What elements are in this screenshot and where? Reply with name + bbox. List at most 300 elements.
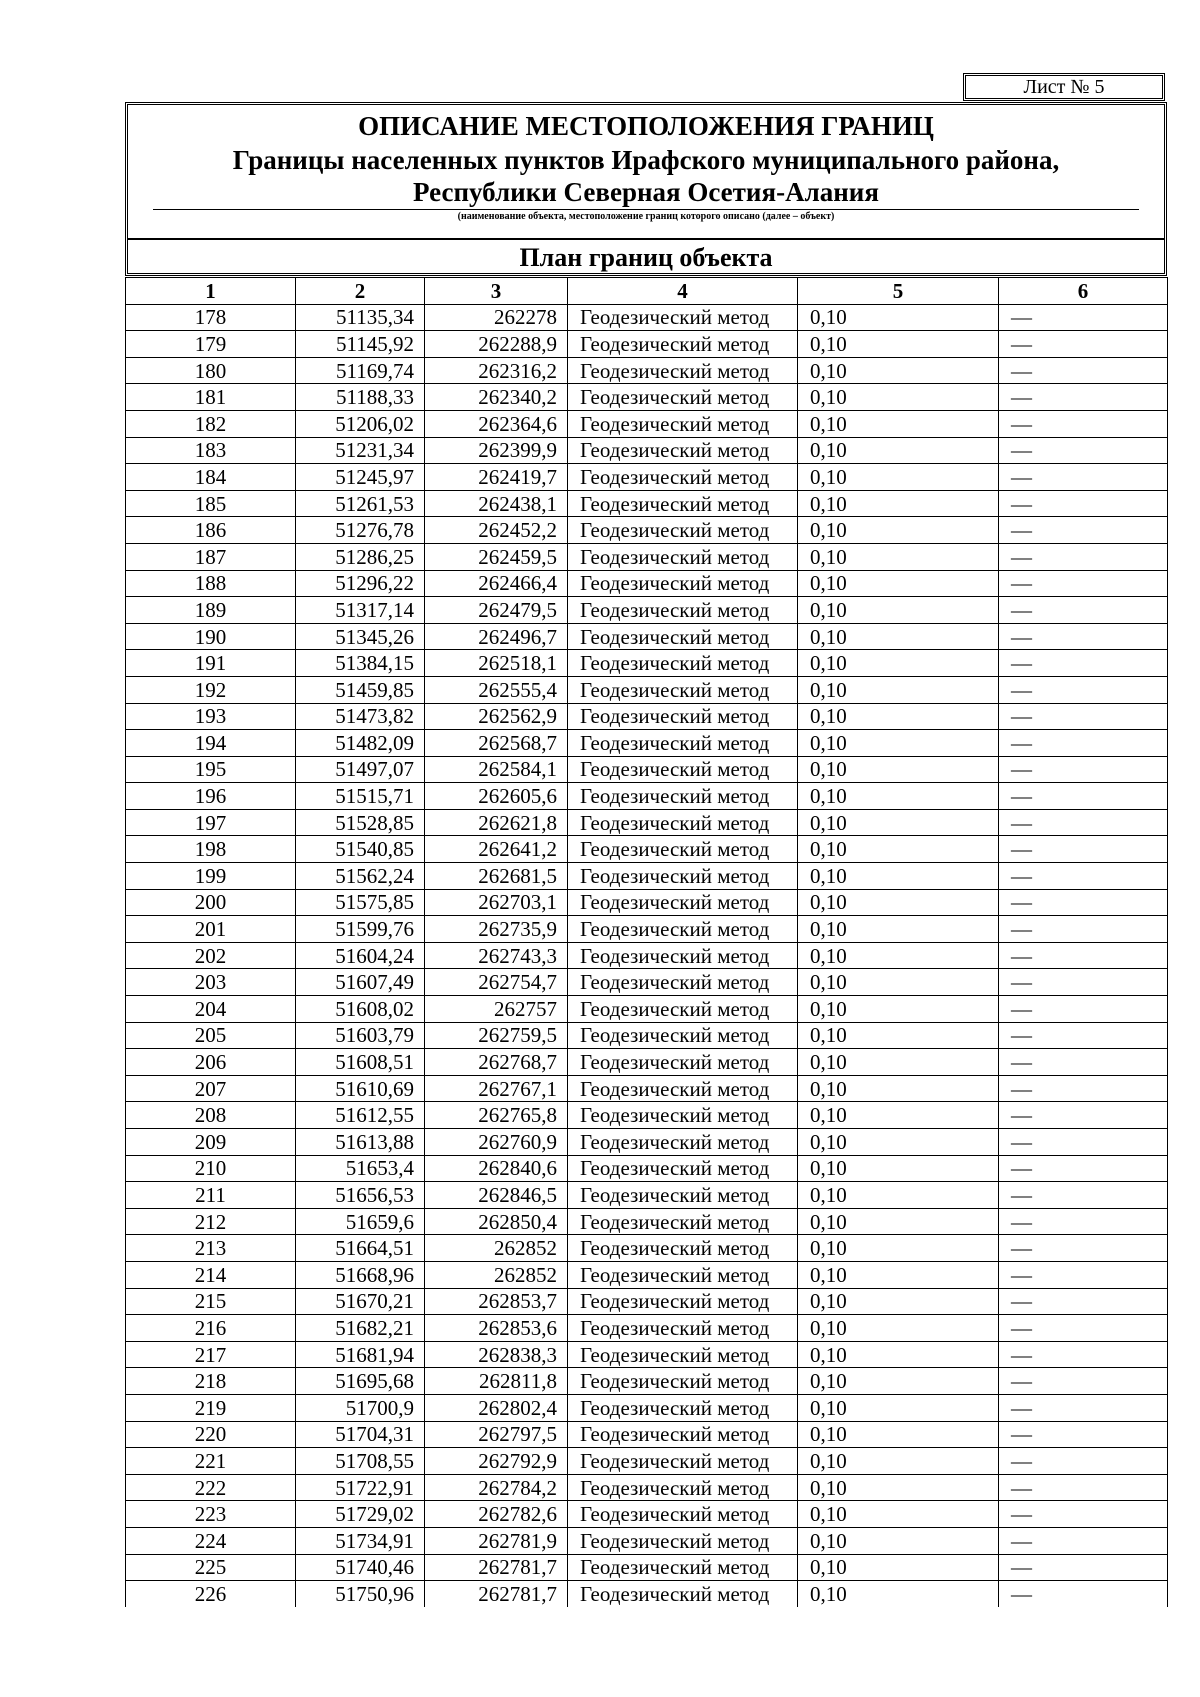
accuracy-cell: 0,10 — [798, 1581, 999, 1607]
y-coordinate-cell: 262802,4 — [425, 1394, 568, 1421]
point-number-cell: 193 — [126, 703, 296, 730]
point-number-cell: 220 — [126, 1421, 296, 1448]
table-row — [126, 1288, 1168, 1315]
point-number-cell: 221 — [126, 1448, 296, 1475]
method-cell: Геодезический метод — [568, 1527, 798, 1554]
accuracy-cell: 0,10 — [798, 730, 999, 757]
point-number-cell: 226 — [126, 1581, 296, 1607]
x-coordinate-cell: 51708,55 — [296, 1448, 425, 1475]
y-coordinate-cell: 262438,1 — [425, 490, 568, 517]
table-row — [126, 969, 1168, 996]
method-cell: Геодезический метод — [568, 1075, 798, 1102]
method-cell: Геодезический метод — [568, 650, 798, 677]
point-number-cell: 218 — [126, 1368, 296, 1395]
point-number-cell: 208 — [126, 1102, 296, 1129]
method-cell: Геодезический метод — [568, 1368, 798, 1395]
x-coordinate-cell: 51384,15 — [296, 650, 425, 677]
x-coordinate-cell: 51482,09 — [296, 730, 425, 757]
x-coordinate-cell: 51670,21 — [296, 1288, 425, 1315]
y-coordinate-cell: 262765,8 — [425, 1102, 568, 1129]
x-coordinate-cell: 51608,02 — [296, 996, 425, 1023]
x-coordinate-cell: 51740,46 — [296, 1554, 425, 1581]
method-cell: Геодезический метод — [568, 809, 798, 836]
method-cell: Геодезический метод — [568, 1554, 798, 1581]
y-coordinate-cell: 262757 — [425, 996, 568, 1023]
table-row — [126, 889, 1168, 916]
table-row — [126, 437, 1168, 464]
description-cell: — — [999, 809, 1168, 836]
x-coordinate-cell: 51668,96 — [296, 1261, 425, 1288]
accuracy-cell: 0,10 — [798, 1102, 999, 1129]
description-cell: — — [999, 916, 1168, 943]
point-number-cell: 203 — [126, 969, 296, 996]
y-coordinate-cell: 262759,5 — [425, 1022, 568, 1049]
method-cell: Геодезический метод — [568, 623, 798, 650]
description-cell: — — [999, 1022, 1168, 1049]
point-number-cell: 219 — [126, 1394, 296, 1421]
accuracy-cell: 0,10 — [798, 623, 999, 650]
y-coordinate-cell: 262811,8 — [425, 1368, 568, 1395]
y-coordinate-cell: 262852 — [425, 1235, 568, 1262]
method-cell: Геодезический метод — [568, 1448, 798, 1475]
table-row — [126, 1394, 1168, 1421]
accuracy-cell: 0,10 — [798, 410, 999, 437]
accuracy-cell: 0,10 — [798, 676, 999, 703]
x-coordinate-cell: 51722,91 — [296, 1474, 425, 1501]
y-coordinate-cell: 262703,1 — [425, 889, 568, 916]
sheet-number-box — [963, 73, 1165, 101]
accuracy-cell: 0,10 — [798, 543, 999, 570]
method-cell: Геодезический метод — [568, 517, 798, 544]
method-cell: Геодезический метод — [568, 1421, 798, 1448]
x-coordinate-cell: 51575,85 — [296, 889, 425, 916]
method-cell: Геодезический метод — [568, 384, 798, 411]
point-number-cell: 224 — [126, 1527, 296, 1554]
column-header: 4 — [568, 278, 798, 305]
table-row — [126, 1022, 1168, 1049]
accuracy-cell: 0,10 — [798, 1341, 999, 1368]
method-cell: Геодезический метод — [568, 1182, 798, 1209]
document-title: ОПИСАНИЕ МЕСТОПОЛОЖЕНИЯ ГРАНИЦ — [358, 111, 934, 141]
table-row — [126, 1235, 1168, 1262]
x-coordinate-cell: 51459,85 — [296, 676, 425, 703]
description-cell: — — [999, 1129, 1168, 1156]
accuracy-cell: 0,10 — [798, 331, 999, 358]
document-subtitle-line2: Республики Северная Осетия-Алания — [413, 177, 879, 207]
table-row — [126, 836, 1168, 863]
accuracy-cell: 0,10 — [798, 1155, 999, 1182]
method-cell: Геодезический метод — [568, 1022, 798, 1049]
method-cell: Геодезический метод — [568, 1581, 798, 1607]
point-number-cell: 207 — [126, 1075, 296, 1102]
description-cell: — — [999, 1235, 1168, 1262]
table-row — [126, 730, 1168, 757]
accuracy-cell: 0,10 — [798, 1235, 999, 1262]
method-cell: Геодезический метод — [568, 410, 798, 437]
table-row — [126, 490, 1168, 517]
description-cell: — — [999, 1049, 1168, 1076]
description-cell: — — [999, 1261, 1168, 1288]
y-coordinate-cell: 262784,2 — [425, 1474, 568, 1501]
method-cell: Геодезический метод — [568, 703, 798, 730]
point-number-cell: 191 — [126, 650, 296, 677]
accuracy-cell: 0,10 — [798, 836, 999, 863]
x-coordinate-cell: 51610,69 — [296, 1075, 425, 1102]
point-number-cell: 195 — [126, 756, 296, 783]
description-cell: — — [999, 730, 1168, 757]
x-coordinate-cell: 51607,49 — [296, 969, 425, 996]
x-coordinate-cell: 51206,02 — [296, 410, 425, 437]
x-coordinate-cell: 51599,76 — [296, 916, 425, 943]
method-cell: Геодезический метод — [568, 1394, 798, 1421]
accuracy-cell: 0,10 — [798, 1448, 999, 1475]
accuracy-cell: 0,10 — [798, 597, 999, 624]
accuracy-cell: 0,10 — [798, 437, 999, 464]
x-coordinate-cell: 51188,33 — [296, 384, 425, 411]
x-coordinate-cell: 51497,07 — [296, 756, 425, 783]
y-coordinate-cell: 262735,9 — [425, 916, 568, 943]
point-number-cell: 188 — [126, 570, 296, 597]
method-cell: Геодезический метод — [568, 570, 798, 597]
accuracy-cell: 0,10 — [798, 1474, 999, 1501]
sheet-number-label: Лист № 5 — [1023, 75, 1105, 98]
x-coordinate-cell: 51276,78 — [296, 517, 425, 544]
method-cell: Геодезический метод — [568, 1102, 798, 1129]
table-row — [126, 809, 1168, 836]
method-cell: Геодезический метод — [568, 464, 798, 491]
y-coordinate-cell: 262419,7 — [425, 464, 568, 491]
point-number-cell: 178 — [126, 304, 296, 331]
description-cell: — — [999, 1501, 1168, 1528]
y-coordinate-cell: 262781,7 — [425, 1554, 568, 1581]
point-number-cell: 201 — [126, 916, 296, 943]
table-row — [126, 996, 1168, 1023]
y-coordinate-cell: 262555,4 — [425, 676, 568, 703]
accuracy-cell: 0,10 — [798, 464, 999, 491]
y-coordinate-cell: 262838,3 — [425, 1341, 568, 1368]
point-number-cell: 198 — [126, 836, 296, 863]
y-coordinate-cell: 262364,6 — [425, 410, 568, 437]
y-coordinate-cell: 262840,6 — [425, 1155, 568, 1182]
table-row — [126, 410, 1168, 437]
description-cell: — — [999, 517, 1168, 544]
x-coordinate-cell: 51682,21 — [296, 1315, 425, 1342]
x-coordinate-cell: 51704,31 — [296, 1421, 425, 1448]
description-cell: — — [999, 1182, 1168, 1209]
x-coordinate-cell: 51286,25 — [296, 543, 425, 570]
table-row — [126, 464, 1168, 491]
method-cell: Геодезический метод — [568, 676, 798, 703]
header-divider — [128, 238, 1164, 240]
method-cell: Геодезический метод — [568, 1474, 798, 1501]
x-coordinate-cell: 51317,14 — [296, 597, 425, 624]
table-row — [126, 1501, 1168, 1528]
boundary-points-table — [125, 277, 1168, 1607]
description-cell: — — [999, 703, 1168, 730]
method-cell: Геодезический метод — [568, 969, 798, 996]
column-header: 2 — [296, 278, 425, 305]
method-cell: Геодезический метод — [568, 1501, 798, 1528]
table-row — [126, 331, 1168, 358]
accuracy-cell: 0,10 — [798, 969, 999, 996]
description-cell: — — [999, 996, 1168, 1023]
method-cell: Геодезический метод — [568, 730, 798, 757]
x-coordinate-cell: 51231,34 — [296, 437, 425, 464]
point-number-cell: 213 — [126, 1235, 296, 1262]
point-number-cell: 182 — [126, 410, 296, 437]
accuracy-cell: 0,10 — [798, 1208, 999, 1235]
y-coordinate-cell: 262846,5 — [425, 1182, 568, 1209]
table-row — [126, 597, 1168, 624]
y-coordinate-cell: 262452,2 — [425, 517, 568, 544]
accuracy-cell: 0,10 — [798, 942, 999, 969]
point-number-cell: 179 — [126, 331, 296, 358]
description-cell: — — [999, 357, 1168, 384]
accuracy-cell: 0,10 — [798, 1182, 999, 1209]
description-cell: — — [999, 1102, 1168, 1129]
point-number-cell: 212 — [126, 1208, 296, 1235]
table-row — [126, 1182, 1168, 1209]
y-coordinate-cell: 262853,7 — [425, 1288, 568, 1315]
accuracy-cell: 0,10 — [798, 1049, 999, 1076]
description-cell: — — [999, 1394, 1168, 1421]
accuracy-cell: 0,10 — [798, 1288, 999, 1315]
description-cell: — — [999, 1527, 1168, 1554]
y-coordinate-cell: 262782,6 — [425, 1501, 568, 1528]
point-number-cell: 209 — [126, 1129, 296, 1156]
method-cell: Геодезический метод — [568, 916, 798, 943]
description-cell: — — [999, 942, 1168, 969]
column-header: 1 — [126, 278, 296, 305]
table-row — [126, 1421, 1168, 1448]
x-coordinate-cell: 51515,71 — [296, 783, 425, 810]
section-title: План границ объекта — [519, 243, 773, 272]
point-number-cell: 189 — [126, 597, 296, 624]
table-row — [126, 357, 1168, 384]
description-cell: — — [999, 1368, 1168, 1395]
accuracy-cell: 0,10 — [798, 1261, 999, 1288]
y-coordinate-cell: 262288,9 — [425, 331, 568, 358]
subtitle-underline — [153, 209, 1139, 210]
y-coordinate-cell: 262852 — [425, 1261, 568, 1288]
accuracy-cell: 0,10 — [798, 1022, 999, 1049]
x-coordinate-cell: 51562,24 — [296, 863, 425, 890]
description-cell: — — [999, 889, 1168, 916]
point-number-cell: 214 — [126, 1261, 296, 1288]
point-number-cell: 211 — [126, 1182, 296, 1209]
accuracy-cell: 0,10 — [798, 1368, 999, 1395]
x-coordinate-cell: 51681,94 — [296, 1341, 425, 1368]
point-number-cell: 194 — [126, 730, 296, 757]
method-cell: Геодезический метод — [568, 1208, 798, 1235]
description-cell: — — [999, 490, 1168, 517]
y-coordinate-cell: 262621,8 — [425, 809, 568, 836]
table-row — [126, 1049, 1168, 1076]
description-cell: — — [999, 1581, 1168, 1607]
table-row — [126, 384, 1168, 411]
description-cell: — — [999, 650, 1168, 677]
point-number-cell: 216 — [126, 1315, 296, 1342]
y-coordinate-cell: 262399,9 — [425, 437, 568, 464]
description-cell: — — [999, 1208, 1168, 1235]
x-coordinate-cell: 51695,68 — [296, 1368, 425, 1395]
x-coordinate-cell: 51169,74 — [296, 357, 425, 384]
x-coordinate-cell: 51603,79 — [296, 1022, 425, 1049]
point-number-cell: 196 — [126, 783, 296, 810]
y-coordinate-cell: 262853,6 — [425, 1315, 568, 1342]
y-coordinate-cell: 262605,6 — [425, 783, 568, 810]
point-number-cell: 181 — [126, 384, 296, 411]
method-cell: Геодезический метод — [568, 304, 798, 331]
point-number-cell: 205 — [126, 1022, 296, 1049]
point-number-cell: 184 — [126, 464, 296, 491]
y-coordinate-cell: 262584,1 — [425, 756, 568, 783]
x-coordinate-cell: 51700,9 — [296, 1394, 425, 1421]
accuracy-cell: 0,10 — [798, 650, 999, 677]
x-coordinate-cell: 51750,96 — [296, 1581, 425, 1607]
accuracy-cell: 0,10 — [798, 490, 999, 517]
point-number-cell: 192 — [126, 676, 296, 703]
y-coordinate-cell: 262568,7 — [425, 730, 568, 757]
description-cell: — — [999, 384, 1168, 411]
accuracy-cell: 0,10 — [798, 517, 999, 544]
y-coordinate-cell: 262562,9 — [425, 703, 568, 730]
table-row — [126, 942, 1168, 969]
point-number-cell: 197 — [126, 809, 296, 836]
y-coordinate-cell: 262479,5 — [425, 597, 568, 624]
table-row — [126, 570, 1168, 597]
accuracy-cell: 0,10 — [798, 889, 999, 916]
x-coordinate-cell: 51729,02 — [296, 1501, 425, 1528]
description-cell: — — [999, 1554, 1168, 1581]
description-cell: — — [999, 863, 1168, 890]
x-coordinate-cell: 51612,55 — [296, 1102, 425, 1129]
x-coordinate-cell: 51653,4 — [296, 1155, 425, 1182]
point-number-cell: 200 — [126, 889, 296, 916]
accuracy-cell: 0,10 — [798, 756, 999, 783]
x-coordinate-cell: 51734,91 — [296, 1527, 425, 1554]
accuracy-cell: 0,10 — [798, 916, 999, 943]
point-number-cell: 222 — [126, 1474, 296, 1501]
accuracy-cell: 0,10 — [798, 783, 999, 810]
table-row — [126, 916, 1168, 943]
point-number-cell: 210 — [126, 1155, 296, 1182]
accuracy-cell: 0,10 — [798, 384, 999, 411]
table-row — [126, 1075, 1168, 1102]
accuracy-cell: 0,10 — [798, 1394, 999, 1421]
description-cell: — — [999, 623, 1168, 650]
method-cell: Геодезический метод — [568, 437, 798, 464]
description-cell: — — [999, 783, 1168, 810]
description-cell: — — [999, 1341, 1168, 1368]
y-coordinate-cell: 262767,1 — [425, 1075, 568, 1102]
description-cell: — — [999, 969, 1168, 996]
description-cell: — — [999, 304, 1168, 331]
method-cell: Геодезический метод — [568, 1288, 798, 1315]
table-row — [126, 863, 1168, 890]
method-cell: Геодезический метод — [568, 836, 798, 863]
table-row — [126, 1208, 1168, 1235]
y-coordinate-cell: 262760,9 — [425, 1129, 568, 1156]
y-coordinate-cell: 262781,7 — [425, 1581, 568, 1607]
description-cell: — — [999, 410, 1168, 437]
column-header: 3 — [425, 278, 568, 305]
table-row — [126, 1261, 1168, 1288]
accuracy-cell: 0,10 — [798, 863, 999, 890]
table-row — [126, 1448, 1168, 1475]
x-coordinate-cell: 51528,85 — [296, 809, 425, 836]
column-header: 5 — [798, 278, 999, 305]
y-coordinate-cell: 262641,2 — [425, 836, 568, 863]
method-cell: Геодезический метод — [568, 1315, 798, 1342]
table-row — [126, 304, 1168, 331]
y-coordinate-cell: 262792,9 — [425, 1448, 568, 1475]
description-cell: — — [999, 756, 1168, 783]
accuracy-cell: 0,10 — [798, 570, 999, 597]
description-cell: — — [999, 1155, 1168, 1182]
point-number-cell: 186 — [126, 517, 296, 544]
y-coordinate-cell: 262340,2 — [425, 384, 568, 411]
description-cell: — — [999, 1421, 1168, 1448]
accuracy-cell: 0,10 — [798, 1554, 999, 1581]
point-number-cell: 223 — [126, 1501, 296, 1528]
accuracy-cell: 0,10 — [798, 1421, 999, 1448]
method-cell: Геодезический метод — [568, 1341, 798, 1368]
description-cell: — — [999, 437, 1168, 464]
y-coordinate-cell: 262797,5 — [425, 1421, 568, 1448]
description-cell: — — [999, 836, 1168, 863]
accuracy-cell: 0,10 — [798, 304, 999, 331]
method-cell: Геодезический метод — [568, 1129, 798, 1156]
table-header-row — [126, 278, 1168, 305]
column-header: 6 — [999, 278, 1168, 305]
accuracy-cell: 0,10 — [798, 1075, 999, 1102]
method-cell: Геодезический метод — [568, 783, 798, 810]
x-coordinate-cell: 51664,51 — [296, 1235, 425, 1262]
method-cell: Геодезический метод — [568, 1235, 798, 1262]
point-number-cell: 217 — [126, 1341, 296, 1368]
table-row — [126, 1341, 1168, 1368]
table-body — [126, 304, 1168, 1607]
method-cell: Геодезический метод — [568, 996, 798, 1023]
description-cell: — — [999, 597, 1168, 624]
table-row — [126, 650, 1168, 677]
point-number-cell: 225 — [126, 1554, 296, 1581]
accuracy-cell: 0,10 — [798, 1527, 999, 1554]
x-coordinate-cell: 51245,97 — [296, 464, 425, 491]
document-header — [125, 102, 1167, 276]
point-number-cell: 187 — [126, 543, 296, 570]
method-cell: Геодезический метод — [568, 1261, 798, 1288]
method-cell: Геодезический метод — [568, 863, 798, 890]
table-row — [126, 1368, 1168, 1395]
x-coordinate-cell: 51613,88 — [296, 1129, 425, 1156]
description-cell: — — [999, 570, 1168, 597]
description-cell: — — [999, 1448, 1168, 1475]
point-number-cell: 190 — [126, 623, 296, 650]
point-number-cell: 185 — [126, 490, 296, 517]
description-cell: — — [999, 1288, 1168, 1315]
accuracy-cell: 0,10 — [798, 1315, 999, 1342]
y-coordinate-cell: 262518,1 — [425, 650, 568, 677]
y-coordinate-cell: 262850,4 — [425, 1208, 568, 1235]
description-cell: — — [999, 464, 1168, 491]
method-cell: Геодезический метод — [568, 756, 798, 783]
accuracy-cell: 0,10 — [798, 357, 999, 384]
method-cell: Геодезический метод — [568, 889, 798, 916]
accuracy-cell: 0,10 — [798, 809, 999, 836]
y-coordinate-cell: 262754,7 — [425, 969, 568, 996]
